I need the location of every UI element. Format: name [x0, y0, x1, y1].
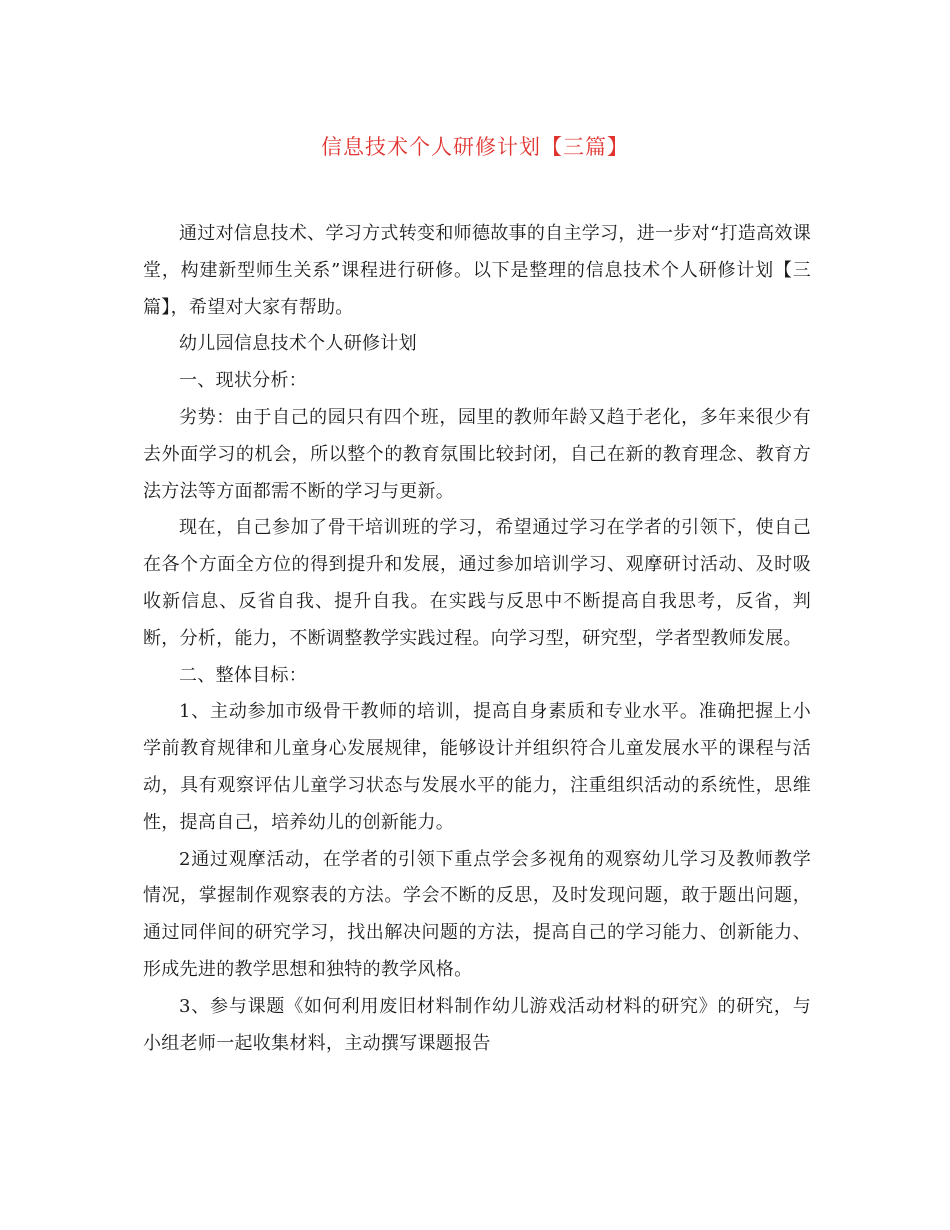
paragraph-current-situation: 现在，自己参加了骨干培训班的学习，希望通过学习在学者的引领下，使自己在各个方面全方位的得到提升和发展，通过参加培训学习、观摩研讨活动、及时吸收新信息、反省自我、提升自我。在实践与反思中不断提高自我思考，反省，判断，分析，能力，不断调整教学实践过程。向学习型，研究型，学者型教师发展。: [143, 517, 811, 649]
document-body: [143, 216, 811, 1062]
document-title: 信息技术个人研修计划【三篇】: [321, 135, 629, 159]
paragraph-goal-2: 2通过观摩活动，在学者的引领下重点学会多视角的观察幼儿学习及教师教学情况，掌握制作观察表的方法。学会不断的反思，及时发现问题，敢于题出问题，通过同伴间的研究学习，找出解决问题的方法，提高自己的学习能力、创新能力、形成先进的教学思想和独特的教学风格。: [143, 848, 811, 980]
section-heading-overall-goals: 二、整体目标：: [179, 664, 308, 686]
paragraph-goal-1: 1、主动参加市级骨干教师的培训，提高自身素质和专业水平。准确把握上小学前教育规律和儿童身心发展规律，能够设计并组织符合儿童发展水平的课程与活动，具有观察评估儿童学习状态与发展水平的能力，注重组织活动的系统性，思维性，提高自己，培养幼儿的创新能力。: [143, 701, 811, 833]
paragraph-disadvantages: 劣势：由于自己的园只有四个班，园里的教师年龄又趋于老化，多年来很少有去外面学习的机会，所以整个的教育氛围比较封闭，自己在新的教育理念、教育方法方法等方面都需不断的学习与更新。: [143, 406, 811, 502]
section-heading-kindergarten-plan: 幼儿园信息技术个人研修计划: [179, 333, 417, 355]
intro-paragraph: 通过对信息技术、学习方式转变和师德故事的自主学习，进一步对“打造高效课堂，构建新型师生关系”课程进行研修。以下是整理的信息技术个人研修计划【三篇】，希望对大家有帮助。: [143, 223, 811, 318]
section-heading-status-analysis: 一、现状分析：: [179, 370, 308, 392]
paragraph-goal-3: 3、参与课题《如何利用废旧材料制作幼儿游戏活动材料的研究》的研究，与小组老师一起收集材料，主动撰写课题报告: [143, 995, 811, 1054]
